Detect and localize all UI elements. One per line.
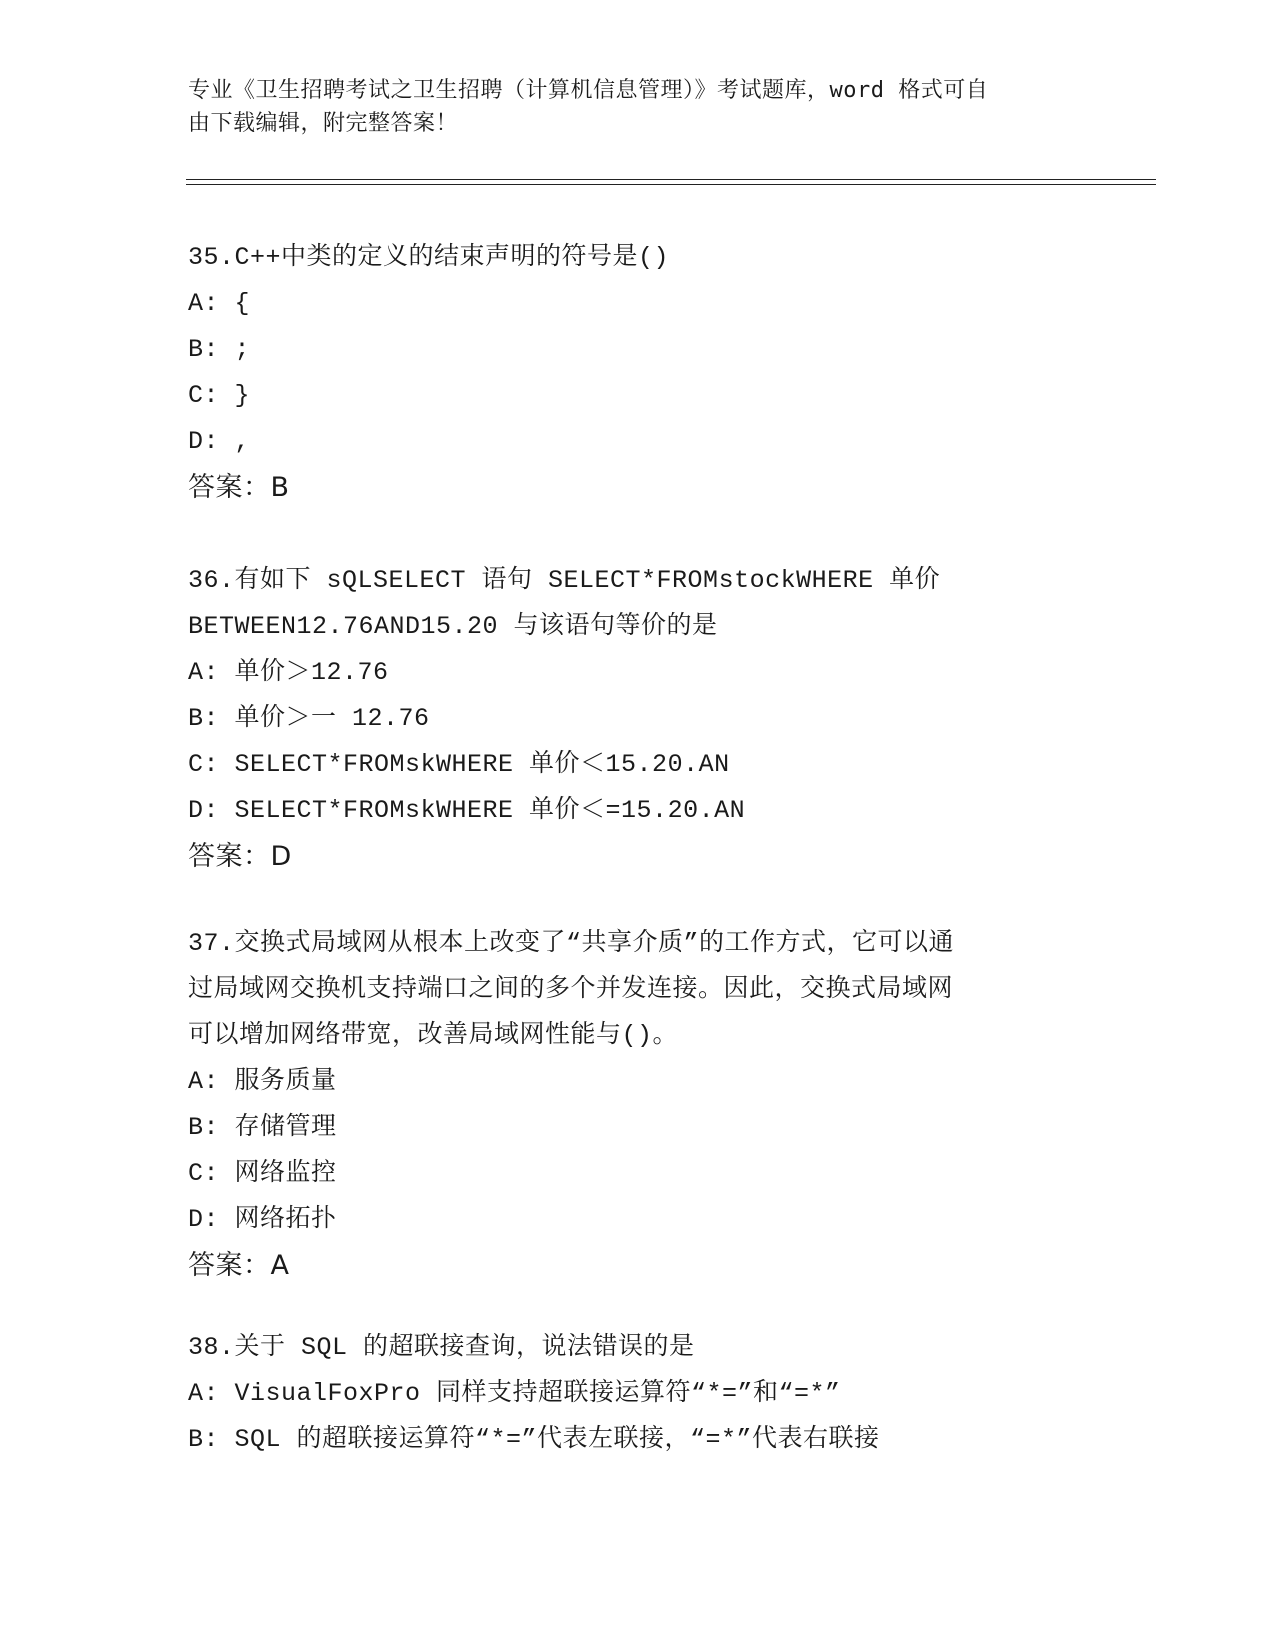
question-35 (188, 235, 1088, 511)
answer: 答案：B (188, 472, 290, 503)
header-line-1: 专业《卫生招聘考试之卫生招聘（计算机信息管理）》考试题库，word 格式可自 (188, 78, 989, 103)
option-a: A: { (188, 289, 251, 318)
option-a: A: VisualFoxPro 同样支持超联接运算符“*=”和“=*” (188, 1379, 841, 1408)
option-b: B: 存储管理 (188, 1113, 337, 1142)
option-c: C: } (188, 381, 251, 410)
question-36 (188, 558, 1088, 880)
question-text-line-3: 可以增加网络带宽，改善局域网性能与()。 (188, 1021, 679, 1050)
document-header (188, 74, 1068, 140)
option-a: A: 服务质量 (188, 1067, 337, 1096)
option-b: B: ; (188, 335, 251, 364)
option-a: A: 单价＞12.76 (188, 658, 389, 687)
option-b: B: SQL 的超联接运算符“*=”代表左联接，“=*”代表右联接 (188, 1425, 880, 1454)
question-text-line-1: 37.交换式局域网从根本上改变了“共享介质”的工作方式，它可以通 (188, 929, 955, 958)
question-text-line-2: 过局域网交换机支持端口之间的多个并发连接。因此，交换式局域网 (188, 975, 954, 1004)
question-38 (188, 1325, 1088, 1463)
option-c: C: 网络监控 (188, 1159, 337, 1188)
option-d: D: SELECT*FROMskWHERE 单价＜=15.20.AN (188, 796, 746, 825)
question-text: 38.关于 SQL 的超联接查询，说法错误的是 (188, 1333, 695, 1362)
header-divider-bottom (186, 184, 1156, 185)
question-37 (188, 921, 1088, 1289)
option-c: C: SELECT*FROMskWHERE 单价＜15.20.AN (188, 750, 730, 779)
answer: 答案：A (188, 1250, 290, 1281)
answer: 答案：D (188, 841, 292, 872)
question-text: 35.C++中类的定义的结束声明的符号是() (188, 243, 670, 272)
question-text-line-1: 36.有如下 sQLSELECT 语句 SELECT*FROMstockWHERE 单价 (188, 566, 941, 595)
option-b: B: 单价＞一 12.76 (188, 704, 430, 733)
question-text-line-2: BETWEEN12.76AND15.20 与该语句等价的是 (188, 612, 718, 641)
option-d: D: 网络拓扑 (188, 1205, 337, 1234)
header-divider-top (186, 179, 1156, 180)
option-d: D: , (188, 427, 251, 456)
header-line-2: 由下载编辑，附完整答案！ (188, 111, 459, 136)
